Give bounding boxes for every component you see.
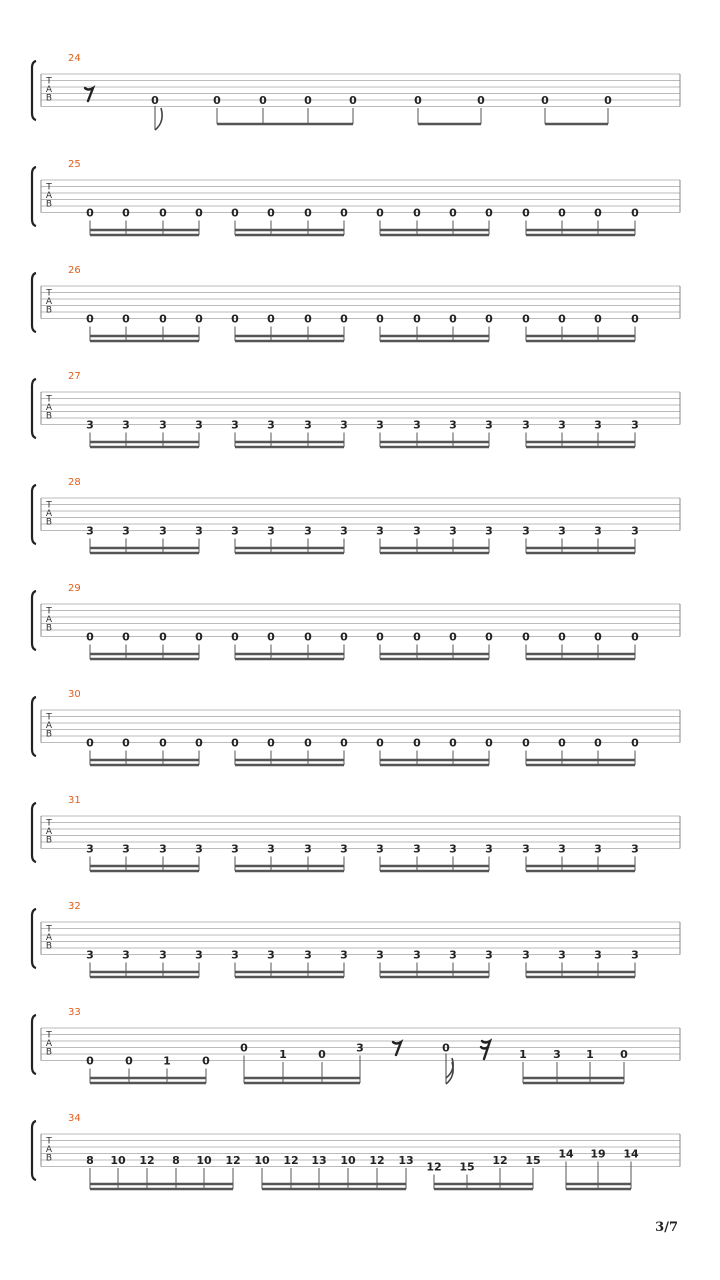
fret-number: 0: [442, 1041, 450, 1055]
fret-number: 3: [195, 418, 203, 432]
fret-number: 0: [522, 206, 530, 220]
fret-number: 0: [122, 630, 130, 644]
fret-number: 0: [304, 736, 312, 750]
fret-number: 0: [159, 312, 167, 326]
fret-number: 3: [159, 524, 167, 538]
fret-number: 0: [449, 630, 457, 644]
fret-number: 0: [151, 94, 159, 107]
fret-number: 0: [231, 312, 239, 326]
fret-number: 0: [304, 630, 312, 644]
tab-clef-letter: B: [45, 623, 53, 634]
sixteenth-rest: [481, 1041, 490, 1059]
tab-clef-letter: T: [46, 394, 52, 405]
fret-number: 3: [86, 842, 94, 856]
note-flag: [155, 108, 162, 130]
tab-system-31: [32, 795, 680, 871]
tab-system-28: [32, 477, 680, 553]
system-bracket: [32, 167, 36, 226]
fret-number: 0: [202, 1054, 210, 1068]
fret-number: 0: [195, 206, 203, 220]
fret-number: 0: [631, 206, 639, 220]
fret-number: 10: [110, 1154, 126, 1167]
tab-clef-letter: T: [46, 288, 52, 299]
fret-number: 3: [267, 948, 275, 962]
tab-clef-letter: T: [46, 818, 52, 829]
fret-number: 0: [449, 312, 457, 326]
fret-number: 0: [304, 94, 312, 107]
fret-number: 0: [558, 630, 566, 644]
tab-clef-letter: B: [45, 835, 53, 846]
fret-number: 12: [225, 1154, 241, 1167]
fret-number: 3: [376, 842, 384, 856]
fret-number: 14: [623, 1147, 639, 1161]
fret-number: 3: [304, 418, 312, 432]
system-bracket: [32, 591, 36, 650]
tab-clef-letter: T: [46, 182, 52, 193]
fret-number: 3: [553, 1048, 561, 1061]
fret-number: 0: [195, 630, 203, 644]
fret-number: 0: [86, 736, 94, 750]
fret-number: 3: [122, 842, 130, 856]
fret-number: 3: [195, 842, 203, 856]
tab-clef-letter: T: [46, 924, 52, 935]
fret-number: 0: [340, 312, 348, 326]
system-bracket: [32, 1015, 36, 1074]
fret-number: 0: [631, 630, 639, 644]
measure-number: 25: [68, 159, 81, 170]
fret-number: 10: [254, 1154, 270, 1167]
fret-number: 0: [485, 630, 493, 644]
fret-number: 3: [449, 418, 457, 432]
tab-clef-letter: T: [46, 1030, 52, 1041]
fret-number: 0: [558, 736, 566, 750]
fret-number: 3: [376, 948, 384, 962]
fret-number: 0: [413, 312, 421, 326]
fret-number: 3: [86, 418, 94, 432]
fret-number: 3: [122, 524, 130, 538]
fret-number: 3: [522, 842, 530, 856]
fret-number: 0: [376, 312, 384, 326]
tab-system-32: [32, 901, 680, 977]
fret-number: 0: [376, 630, 384, 644]
tab-clef-letter: B: [45, 1153, 53, 1164]
tab-clef-letter: A: [45, 191, 53, 201]
tab-clef-letter: B: [45, 941, 53, 952]
fret-number: 3: [86, 948, 94, 962]
fret-number: 3: [267, 418, 275, 432]
fret-number: 14: [558, 1147, 574, 1161]
fret-number: 0: [122, 312, 130, 326]
fret-number: 0: [594, 630, 602, 644]
fret-number: 0: [594, 312, 602, 326]
fret-number: 0: [631, 736, 639, 750]
fret-number: 19: [590, 1147, 606, 1161]
fret-number: 0: [231, 736, 239, 750]
fret-number: 3: [304, 524, 312, 538]
fret-number: 0: [449, 206, 457, 220]
fret-number: 0: [340, 630, 348, 644]
fret-number: 3: [485, 418, 493, 432]
measure-number: 29: [68, 583, 81, 594]
note-flag: [446, 1062, 453, 1084]
fret-number: 3: [195, 948, 203, 962]
fret-number: 0: [304, 206, 312, 220]
fret-number: 1: [163, 1054, 171, 1068]
tab-clef-letter: A: [45, 297, 53, 307]
fret-number: 0: [122, 736, 130, 750]
fret-number: 0: [195, 312, 203, 326]
fret-number: 0: [620, 1048, 628, 1061]
fret-number: 3: [413, 842, 421, 856]
fret-number: 0: [259, 94, 267, 107]
fret-number: 0: [522, 736, 530, 750]
fret-number: 0: [267, 630, 275, 644]
fret-number: 3: [449, 948, 457, 962]
fret-number: 0: [125, 1054, 133, 1068]
fret-number: 3: [304, 842, 312, 856]
fret-number: 0: [604, 94, 612, 107]
fret-number: 3: [231, 418, 239, 432]
fret-number: 3: [485, 524, 493, 538]
fret-number: 3: [376, 524, 384, 538]
system-bracket: [32, 1121, 36, 1180]
measure-number: 34: [68, 1113, 81, 1124]
fret-number: 3: [558, 842, 566, 856]
fret-number: 0: [159, 630, 167, 644]
fret-number: 3: [594, 948, 602, 962]
fret-number: 12: [426, 1160, 442, 1174]
system-bracket: [32, 697, 36, 756]
fret-number: 0: [231, 630, 239, 644]
fret-number: 0: [240, 1041, 248, 1055]
tab-clef-letter: T: [46, 500, 52, 511]
fret-number: 3: [231, 524, 239, 538]
fret-number: 12: [139, 1154, 155, 1167]
fret-number: 3: [159, 948, 167, 962]
tab-clef-letter: T: [46, 606, 52, 617]
fret-number: 0: [86, 206, 94, 220]
measure-number: 24: [68, 53, 81, 64]
fret-number: 0: [449, 736, 457, 750]
fret-number: 3: [594, 842, 602, 856]
tab-clef-letter: T: [46, 76, 52, 87]
fret-number: 0: [413, 630, 421, 644]
fret-number: 0: [122, 206, 130, 220]
tab-clef-letter: B: [45, 411, 53, 422]
fret-number: 0: [413, 736, 421, 750]
fret-number: 3: [485, 948, 493, 962]
system-bracket: [32, 273, 36, 332]
fret-number: 3: [86, 524, 94, 538]
fret-number: 1: [279, 1048, 287, 1061]
fret-number: 1: [586, 1048, 594, 1061]
fret-number: 0: [485, 736, 493, 750]
fret-number: 0: [522, 630, 530, 644]
tab-clef-letter: B: [45, 305, 53, 316]
fret-number: 3: [631, 418, 639, 432]
fret-number: 3: [522, 948, 530, 962]
fret-number: 0: [231, 206, 239, 220]
system-bracket: [32, 485, 36, 544]
fret-number: 0: [86, 312, 94, 326]
fret-number: 15: [459, 1160, 475, 1174]
fret-number: 3: [267, 842, 275, 856]
system-bracket: [32, 803, 36, 862]
eighth-rest: [85, 88, 93, 101]
fret-number: 0: [376, 736, 384, 750]
fret-number: 3: [340, 418, 348, 432]
tab-clef-letter: A: [45, 615, 53, 625]
fret-number: 0: [267, 736, 275, 750]
fret-number: 15: [525, 1154, 541, 1167]
tab-clef-letter: A: [45, 933, 53, 943]
system-bracket: [32, 909, 36, 968]
eighth-rest: [393, 1042, 401, 1055]
fret-number: 0: [267, 312, 275, 326]
measure-number: 33: [68, 1007, 81, 1018]
fret-number: 0: [349, 94, 357, 107]
fret-number: 8: [86, 1154, 94, 1167]
fret-number: 13: [311, 1154, 327, 1167]
fret-number: 0: [558, 206, 566, 220]
fret-number: 3: [356, 1041, 364, 1055]
fret-number: 3: [558, 948, 566, 962]
tab-clef-letter: A: [45, 1145, 53, 1155]
measure-number: 28: [68, 477, 81, 488]
fret-number: 3: [195, 524, 203, 538]
tab-clef-letter: A: [45, 509, 53, 519]
measure-number: 31: [68, 795, 81, 806]
fret-number: 3: [340, 842, 348, 856]
fret-number: 10: [340, 1154, 356, 1167]
fret-number: 0: [477, 94, 485, 107]
fret-number: 3: [631, 524, 639, 538]
tab-clef-letter: B: [45, 199, 53, 210]
fret-number: 0: [340, 206, 348, 220]
fret-number: 3: [159, 842, 167, 856]
fret-number: 3: [522, 418, 530, 432]
fret-number: 0: [413, 206, 421, 220]
tab-clef-letter: A: [45, 721, 53, 731]
fret-number: 0: [414, 94, 422, 107]
tab-clef-letter: T: [46, 712, 52, 723]
fret-number: 0: [159, 206, 167, 220]
fret-number: 0: [340, 736, 348, 750]
measure-number: 30: [68, 689, 81, 700]
measure-number: 27: [68, 371, 81, 382]
tab-clef-letter: A: [45, 827, 53, 837]
fret-number: 0: [485, 312, 493, 326]
fret-number: 3: [485, 842, 493, 856]
tab-clef-letter: B: [45, 729, 53, 740]
tab-system-24: [32, 53, 680, 130]
tab-clef-letter: A: [45, 403, 53, 413]
fret-number: 3: [449, 842, 457, 856]
fret-number: 0: [304, 312, 312, 326]
tab-clef-letter: B: [45, 1047, 53, 1058]
fret-number: 3: [122, 948, 130, 962]
fret-number: 3: [413, 948, 421, 962]
measure-number: 32: [68, 901, 81, 912]
fret-number: 12: [369, 1154, 385, 1167]
fret-number: 0: [594, 736, 602, 750]
fret-number: 0: [86, 1054, 94, 1068]
fret-number: 0: [522, 312, 530, 326]
fret-number: 0: [195, 736, 203, 750]
fret-number: 0: [159, 736, 167, 750]
fret-number: 0: [631, 312, 639, 326]
fret-number: 3: [413, 418, 421, 432]
tab-system-33: [32, 1007, 680, 1084]
page-number: 3/7: [655, 1220, 678, 1235]
fret-number: 3: [449, 524, 457, 538]
fret-number: 3: [558, 418, 566, 432]
fret-number: 3: [594, 418, 602, 432]
tab-clef-letter: T: [46, 1136, 52, 1147]
fret-number: 3: [231, 948, 239, 962]
system-bracket: [32, 379, 36, 438]
tab-clef-letter: B: [45, 517, 53, 528]
fret-number: 3: [594, 524, 602, 538]
fret-number: 3: [558, 524, 566, 538]
fret-number: 0: [376, 206, 384, 220]
fret-number: 0: [213, 94, 221, 107]
tab-clef-letter: A: [45, 1039, 53, 1049]
tab-clef-letter: B: [45, 93, 53, 104]
fret-number: 3: [340, 948, 348, 962]
tab-system-30: [32, 689, 680, 765]
fret-number: 3: [340, 524, 348, 538]
fret-number: 8: [172, 1154, 180, 1167]
fret-number: 3: [159, 418, 167, 432]
tab-system-25: [32, 159, 680, 235]
fret-number: 12: [283, 1154, 299, 1167]
fret-number: 0: [318, 1048, 326, 1061]
fret-number: 3: [231, 842, 239, 856]
tab-system-27: [32, 371, 680, 447]
fret-number: 13: [398, 1154, 414, 1167]
fret-number: 0: [86, 630, 94, 644]
fret-number: 3: [267, 524, 275, 538]
system-bracket: [32, 61, 36, 120]
fret-number: 0: [485, 206, 493, 220]
measure-number: 26: [68, 265, 81, 276]
fret-number: 12: [492, 1154, 508, 1167]
fret-number: 0: [558, 312, 566, 326]
fret-number: 0: [541, 94, 549, 107]
fret-number: 3: [522, 524, 530, 538]
fret-number: 3: [304, 948, 312, 962]
tab-clef-letter: A: [45, 85, 53, 95]
tab-system-34: [32, 1113, 680, 1189]
fret-number: 1: [519, 1048, 527, 1061]
fret-number: 3: [376, 418, 384, 432]
fret-number: 0: [594, 206, 602, 220]
fret-number: 3: [631, 842, 639, 856]
tab-system-29: [32, 583, 680, 659]
fret-number: 3: [631, 948, 639, 962]
fret-number: 3: [122, 418, 130, 432]
fret-number: 10: [196, 1154, 212, 1167]
fret-number: 0: [267, 206, 275, 220]
tab-system-26: [32, 265, 680, 341]
fret-number: 3: [413, 524, 421, 538]
